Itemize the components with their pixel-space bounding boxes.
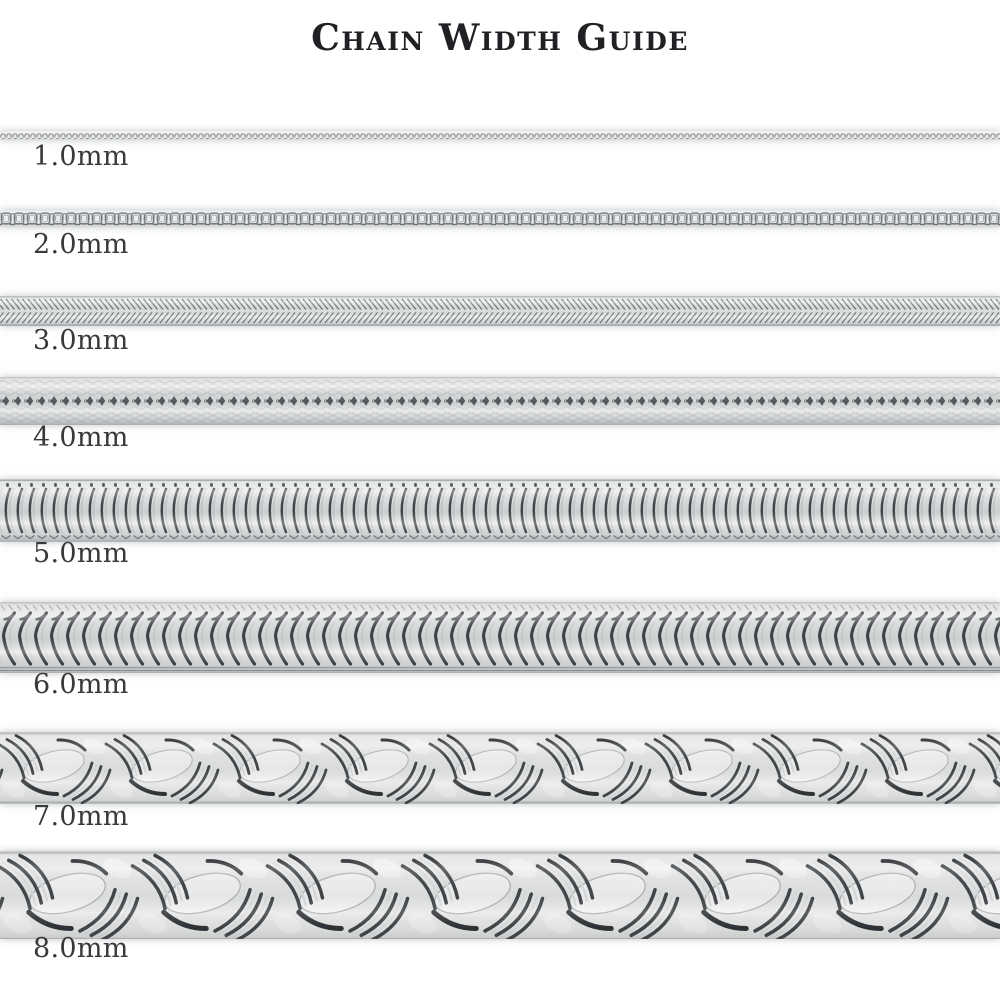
size-label-3mm: 3.0mm: [33, 325, 129, 356]
size-label-2mm: 2.0mm: [33, 229, 129, 260]
size-label-5mm: 5.0mm: [33, 538, 129, 569]
size-label-8mm: 8.0mm: [33, 933, 129, 964]
size-label-4mm: 4.0mm: [33, 422, 129, 453]
size-label-7mm: 7.0mm: [33, 801, 129, 832]
chain-image-1mm: [0, 131, 1000, 140]
chain-sample-3mm: [0, 296, 1000, 326]
chain-image-4mm: [0, 377, 1000, 425]
size-label-1mm: 1.0mm: [33, 141, 129, 172]
page-title: Chain Width Guide: [311, 17, 689, 59]
chain-sample-7mm: [0, 732, 1000, 804]
chain-sample-8mm: [0, 851, 1000, 939]
chain-sample-4mm: [0, 377, 1000, 425]
chain-image-5mm: [0, 479, 1000, 542]
chain-image-3mm: [0, 296, 1000, 326]
chain-image-8mm: [0, 851, 1000, 939]
chain-sample-5mm: [0, 479, 1000, 542]
chain-image-2mm: [0, 210, 1000, 227]
chain-sample-6mm: [0, 602, 1000, 673]
chain-sample-2mm: [0, 210, 1000, 227]
chain-image-7mm: [0, 732, 1000, 804]
size-label-6mm: 6.0mm: [33, 669, 129, 700]
chain-sample-1mm: [0, 131, 1000, 140]
chain-image-6mm: [0, 602, 1000, 673]
